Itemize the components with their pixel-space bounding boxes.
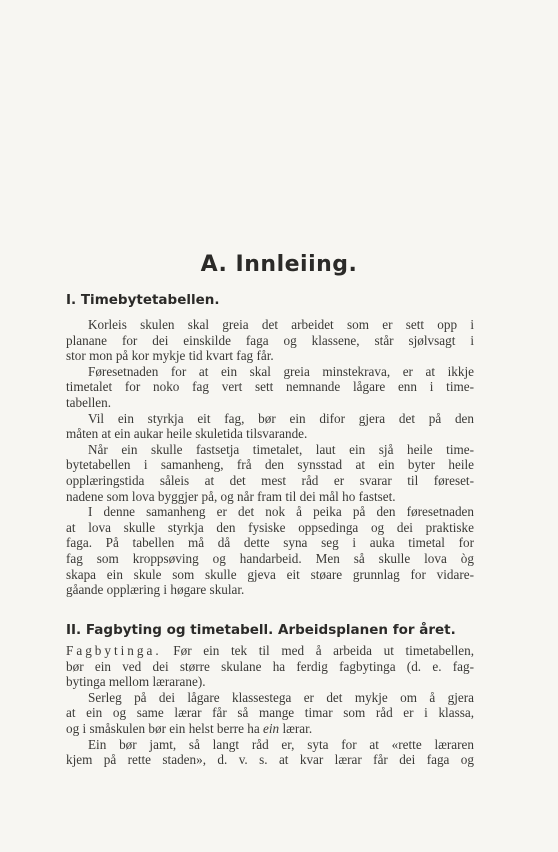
text-line: timetalet for noko fag vert sett nemnande lågare enn i time- [66, 379, 474, 395]
text-line: Korleis skulen skal greia det arbeidet som er sett opp i [88, 317, 474, 332]
text-line: nadene som lova byggjer på, og når fram til dei mål ho fastset. [66, 488, 396, 504]
text-line: Vil ein styrkja eit fag, bør ein difor gjera det på den [88, 410, 474, 426]
text-line: skapa ein skule som skulle gjeva eit støare grunnlag for vidare- [66, 566, 474, 582]
section-heading-timebytetabellen: I. Timebytetabellen. [66, 292, 220, 308]
text-line: opplæringstida såleis at det mest råd er svarar til føreset- [66, 472, 474, 488]
text-line: stor mon på kor mykje tid kvart fag får. [66, 348, 274, 364]
text-line: Ein bør jamt, så langt råd er, syta for at «rette læraren [88, 736, 474, 752]
text-line: kjem på rette staden», d. v. s. at kvar lærar får dei faga og [66, 752, 474, 768]
text-line: faga. På tabellen må då dette syna seg i auka timetal for [66, 535, 474, 551]
text-line: Føresetnaden for at ein skal greia minstekrava, er at ikkje [88, 363, 474, 379]
text-line: tabellen. [66, 394, 112, 410]
section-body-fagbyting [66, 643, 474, 768]
chapter-title: A. Innleiing. [200, 252, 358, 277]
text-line: bytetabellen i samanheng, frå den synsstad at ein byter heile [66, 457, 474, 473]
text-line: planane for dei einskilde faga og klassene, står sjølvsagt i [66, 332, 474, 348]
text-line: I denne samanheng er det nok å peika på den føresetnaden [88, 504, 474, 520]
text-line: fag som kroppsøving og handarbeid. Men så skulle lova òg [66, 550, 474, 566]
text-line: Fagbytinga. Før ein tek til med å arbeida ut timetabellen, [66, 643, 474, 658]
text-line: at lova skulle styrkja den fysiske oppsedinga og dei praktiske [66, 519, 474, 535]
emphasis: ein [263, 720, 280, 736]
text-line: og i småskulen bør ein helst berre ha ein lærar. [66, 720, 313, 736]
text-line: at ein og same lærar får så mange timar som råd er i klassa, [66, 705, 474, 721]
text-line: Når ein skulle fastsetja timetalet, laut ein sjå heile time- [88, 441, 474, 457]
text-line: bytinga mellom lærarane). [66, 674, 206, 690]
text-line: Serleg på dei lågare klassestega er det mykje om å gjera [88, 689, 474, 705]
text-line: bør ein ved dei større skulane ha ferdig fagbytinga (d. e. fag- [66, 658, 474, 674]
section-heading-fagbyting: II. Fagbyting og timetabell. Arbeidsplanen for året. [66, 622, 456, 638]
run-in-heading: Fagbytinga. [66, 643, 162, 658]
text-line: gåande opplæring i høgare skular. [66, 582, 245, 598]
text-line: måten at ein aukar heile skuletida tilsvarande. [66, 426, 308, 442]
section-body-timebytetabellen [66, 317, 474, 598]
